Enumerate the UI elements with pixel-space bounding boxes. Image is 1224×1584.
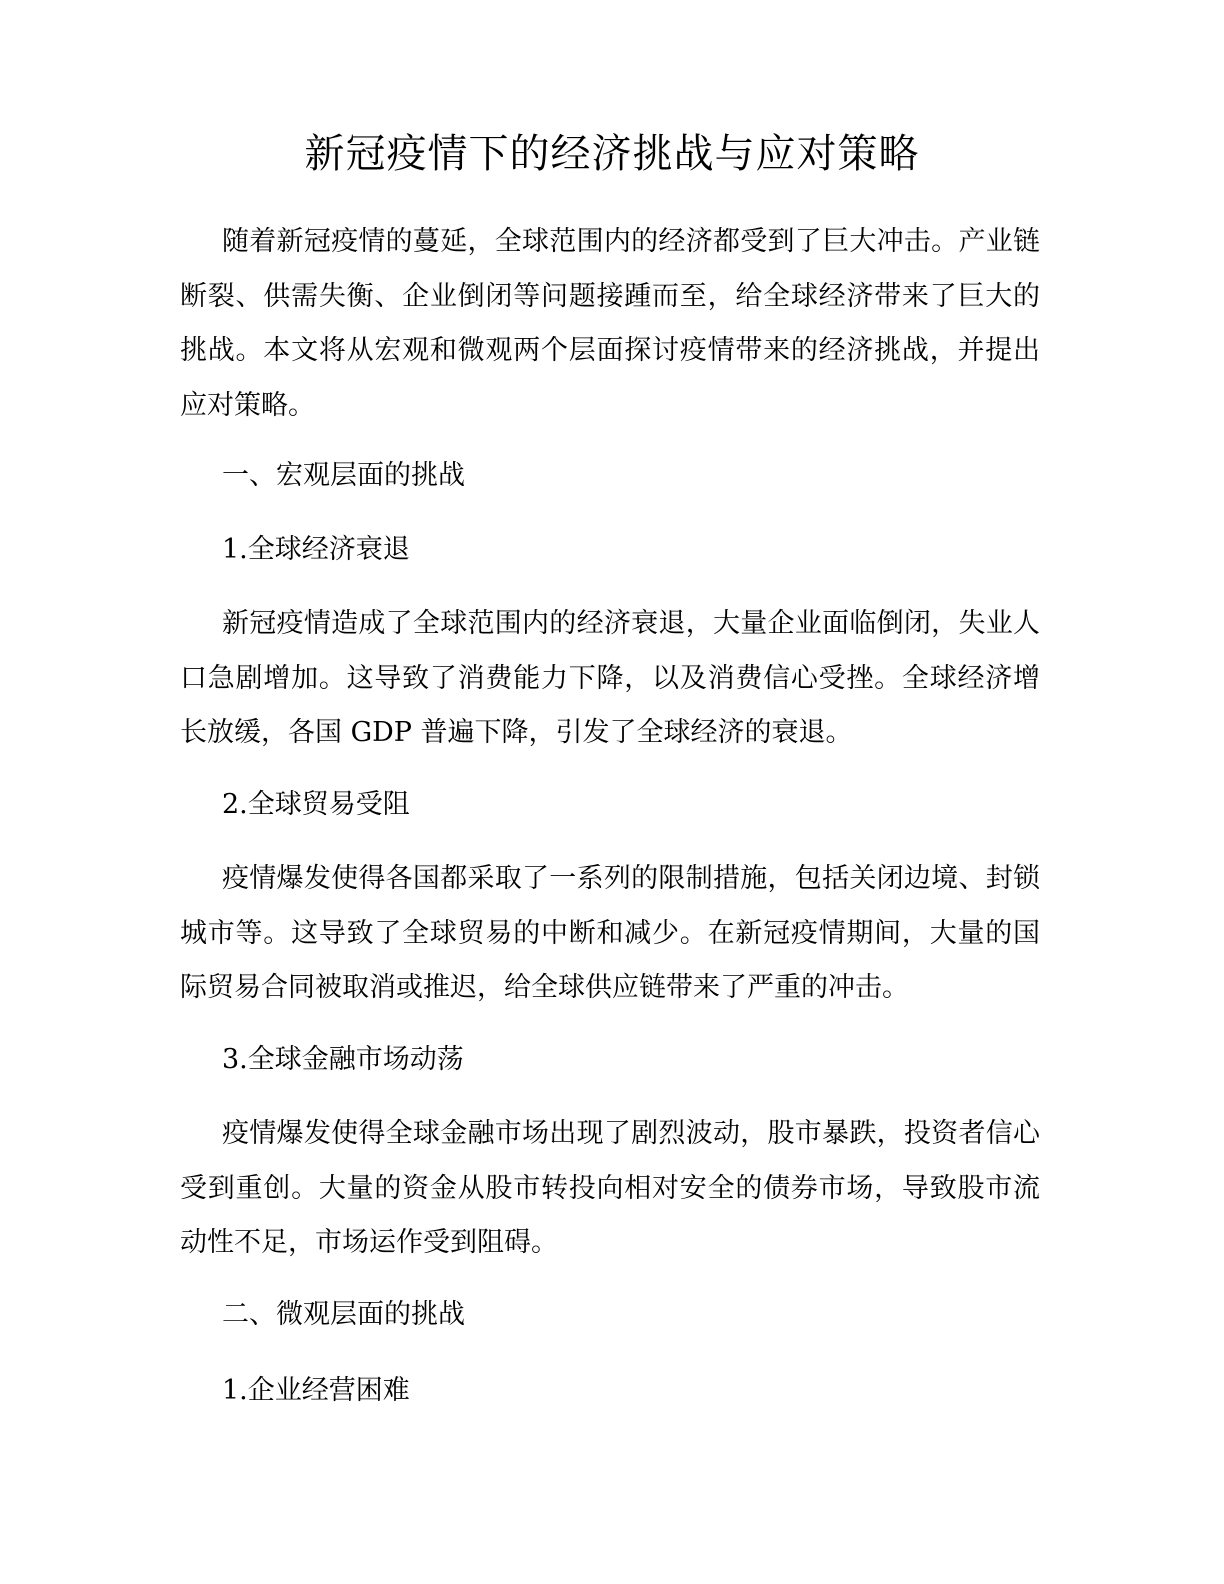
subheading-financial-turmoil: 3.全球金融市场动荡: [222, 1044, 464, 1075]
subheading-trade-blocked: 2.全球贸易受阻: [222, 789, 410, 820]
paragraph-financial-turmoil: 疫情爆发使得全球金融市场出现了剧烈波动，股市暴跌，投资者信心受到重创。大量的资金从股市转投向相对安全的债券市场，导致股市流动性不足，市场运作受到阻碍。: [180, 1118, 1040, 1258]
section-heading-macro: 一、宏观层面的挑战: [222, 460, 465, 491]
intro-paragraph: 随着新冠疫情的蔓延，全球范围内的经济都受到了巨大冲击。产业链断裂、供需失衡、企业倒闭等问题接踵而至，给全球经济带来了巨大的挑战。本文将从宏观和微观两个层面探讨疫情带来的经济挑战，并提出应对策略。: [180, 226, 1040, 421]
paragraph-trade-blocked: 疫情爆发使得各国都采取了一系列的限制措施，包括关闭边境、封锁城市等。这导致了全球贸易的中断和减少。在新冠疫情期间，大量的国际贸易合同被取消或推迟，给全球供应链带来了严重的冲击。: [180, 863, 1040, 1003]
subheading-global-recession: 1.全球经济衰退: [222, 534, 410, 565]
section-heading-micro: 二、微观层面的挑战: [222, 1299, 465, 1330]
document-title: 新冠疫情下的经济挑战与应对策略: [304, 131, 920, 177]
subheading-business-difficulty: 1.企业经营困难: [222, 1375, 410, 1406]
paragraph-global-recession: 新冠疫情造成了全球范围内的经济衰退，大量企业面临倒闭，失业人口急剧增加。这导致了消费能力下降，以及消费信心受挫。全球经济增长放缓，各国 GDP 普遍下降，引发了全球经济的衰退。: [180, 608, 1040, 748]
